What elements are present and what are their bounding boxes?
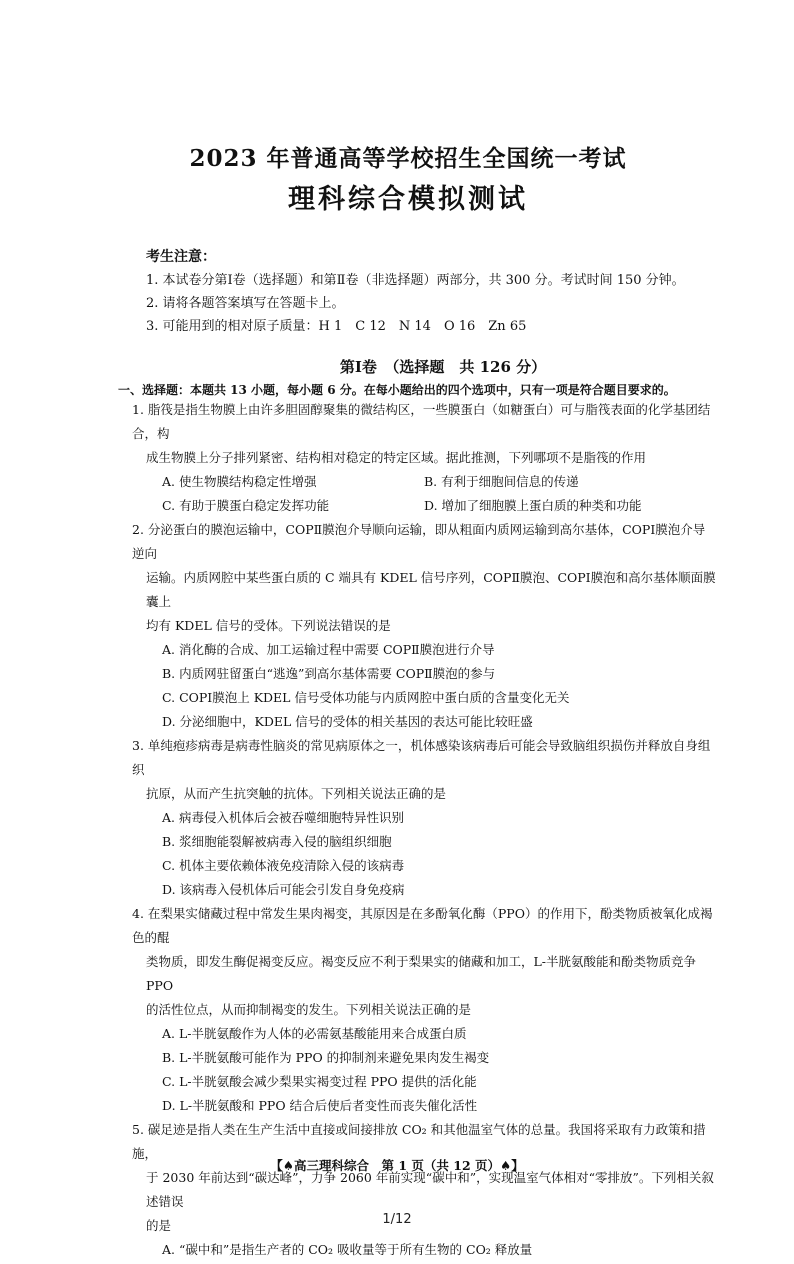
notice-item: 3. 可能用到的相对原子质量：H 1 C 12 N 14 O 16 Zn 65 — [146, 319, 527, 334]
option-a: A. 消化酶的合成、加工运输过程中需要 COPⅡ膜泡进行介导 — [162, 642, 495, 657]
option-a: A. 病毒侵入机体后会被吞噬细胞特异性识别 — [162, 810, 404, 825]
option-a: A. L-半胱氨酸作为人体的必需氨基酸能用来合成蛋白质 — [162, 1026, 467, 1041]
question-stem: 的活性位点，从而抑制褐变的发生。下列相关说法正确的是 — [146, 1002, 472, 1017]
question-stem: 1. 脂筏是指生物膜上由许多胆固醇聚集的微结构区，一些膜蛋白（如糖蛋白）可与脂筏表面的化学基团结合，构 — [132, 402, 711, 441]
question-stem: 运输。内质网腔中某些蛋白质的 C 端具有 KDEL 信号序列，COPⅡ膜泡、COPⅠ膜泡和高尔基体顺面膜囊上 — [146, 570, 716, 609]
page-number: 1/12 — [382, 1212, 412, 1227]
option-b: B. L-半胱氨酸可能作为 PPO 的抑制剂来避免果肉发生褐变 — [162, 1050, 490, 1065]
question-stem: 2. 分泌蛋白的膜泡运输中，COPⅡ膜泡介导顺向运输，即从粗面内质网运输到高尔基体，COPⅠ膜泡介导逆向 — [132, 522, 706, 561]
option-c: C. L-半胱氨酸会减少梨果实褐变过程 PPO 提供的活化能 — [162, 1074, 477, 1089]
option-c: C. 机体主要依赖体液免疫清除入侵的该病毒 — [162, 858, 405, 873]
question-stem: 均有 KDEL 信号的受体。下列说法错误的是 — [146, 618, 391, 633]
question-stem: 于 2030 年前达到“碳达峰”，力争 2060 年前实现“碳中和”，实现温室气体相对“零排放”。下列相关叙述错误 — [146, 1170, 714, 1209]
option-b: B. 有利于细胞间信息的传递 — [424, 474, 579, 489]
notice-title: 考生注意： — [146, 249, 216, 265]
notice-item: 2. 请将各题答案填写在答题卡上。 — [146, 296, 345, 311]
option-c: C. 有助于膜蛋白稳定发挥功能 — [162, 498, 330, 513]
notice-item: 1. 本试卷分第Ⅰ卷（选择题）和第Ⅱ卷（非选择题）两部分，共 300 分。考试时间 150 分钟。 — [146, 273, 685, 288]
option-d: D. 该病毒入侵机体后可能会引发自身免疫病 — [162, 882, 405, 897]
exam-title: 2023 年普通高等学校招生全国统一考试 — [189, 145, 627, 172]
exam-page — [0, 140, 794, 1264]
question-3 — [132, 734, 716, 902]
question-2 — [132, 518, 716, 734]
candidate-notice — [146, 246, 724, 338]
question-stem: 3. 单纯疱疹病毒是病毒性脑炎的常见病原体之一，机体感染该病毒后可能会导致脑组织损伤并释放自身组织 — [132, 738, 711, 777]
exam-subtitle: 理科综合模拟测试 — [288, 184, 528, 215]
option-a: A. “碳中和”是指生产者的 CO₂ 吸收量等于所有生物的 CO₂ 释放量 — [162, 1242, 533, 1257]
option-a: A. 使生物膜结构稳定性增强 — [162, 474, 317, 489]
question-stem: 4. 在梨果实储藏过程中常发生果肉褐变，其原因是在多酚氧化酶（PPO）的作用下，酚类物质被氧化成褐色的醌 — [132, 906, 713, 945]
option-b: B. 浆细胞能裂解被病毒入侵的脑组织细胞 — [162, 834, 392, 849]
option-c: C. COPⅠ膜泡上 KDEL 信号受体功能与内质网腔中蛋白质的含量变化无关 — [162, 690, 570, 705]
question-1 — [132, 398, 716, 518]
option-row — [132, 470, 716, 494]
option-row — [132, 494, 716, 518]
question-stem: 抗原，从而产生抗突触的抗体。下列相关说法正确的是 — [146, 786, 447, 801]
option-b: B. 内质网驻留蛋白“逃逸”到高尔基体需要 COPⅡ膜泡的参与 — [162, 666, 496, 681]
option-d: D. 增加了细胞膜上蛋白质的种类和功能 — [424, 498, 642, 513]
option-d: D. L-半胱氨酸和 PPO 结合后使后者变性而丧失催化活性 — [162, 1098, 478, 1113]
option-d: D. 分泌细胞中，KDEL 信号的受体的相关基因的表达可能比较旺盛 — [162, 714, 533, 729]
section-title: 第Ⅰ卷 （选择题 共 126 分） — [339, 358, 547, 376]
section-instruction: 一、选择题：本题共 13 小题，每小题 6 分。在每小题给出的四个选项中，只有一项是符合题目要求的。 — [118, 383, 676, 397]
question-stem: 的是 — [146, 1218, 172, 1233]
question-stem: 类物质，即发生酶促褐变反应。褐变反应不利于梨果实的储藏和加工，L-半胱氨酸能和酚类物质竞争 PPO — [146, 954, 697, 993]
question-4 — [132, 902, 716, 1118]
question-stem: 5. 碳足迹是指人类在生产生活中直接或间接排放 CO₂ 和其他温室气体的总量。我国将采取有力政策和措施， — [132, 1122, 706, 1161]
question-stem: 成生物膜上分子排列紧密、结构相对稳定的特定区域。据此推测，下列哪项不是脂筏的作用 — [146, 450, 647, 465]
page-footer: 【♠高三理科综合 第 1 页（共 12 页）♠】 — [270, 1158, 524, 1173]
question-5 — [132, 1118, 716, 1262]
